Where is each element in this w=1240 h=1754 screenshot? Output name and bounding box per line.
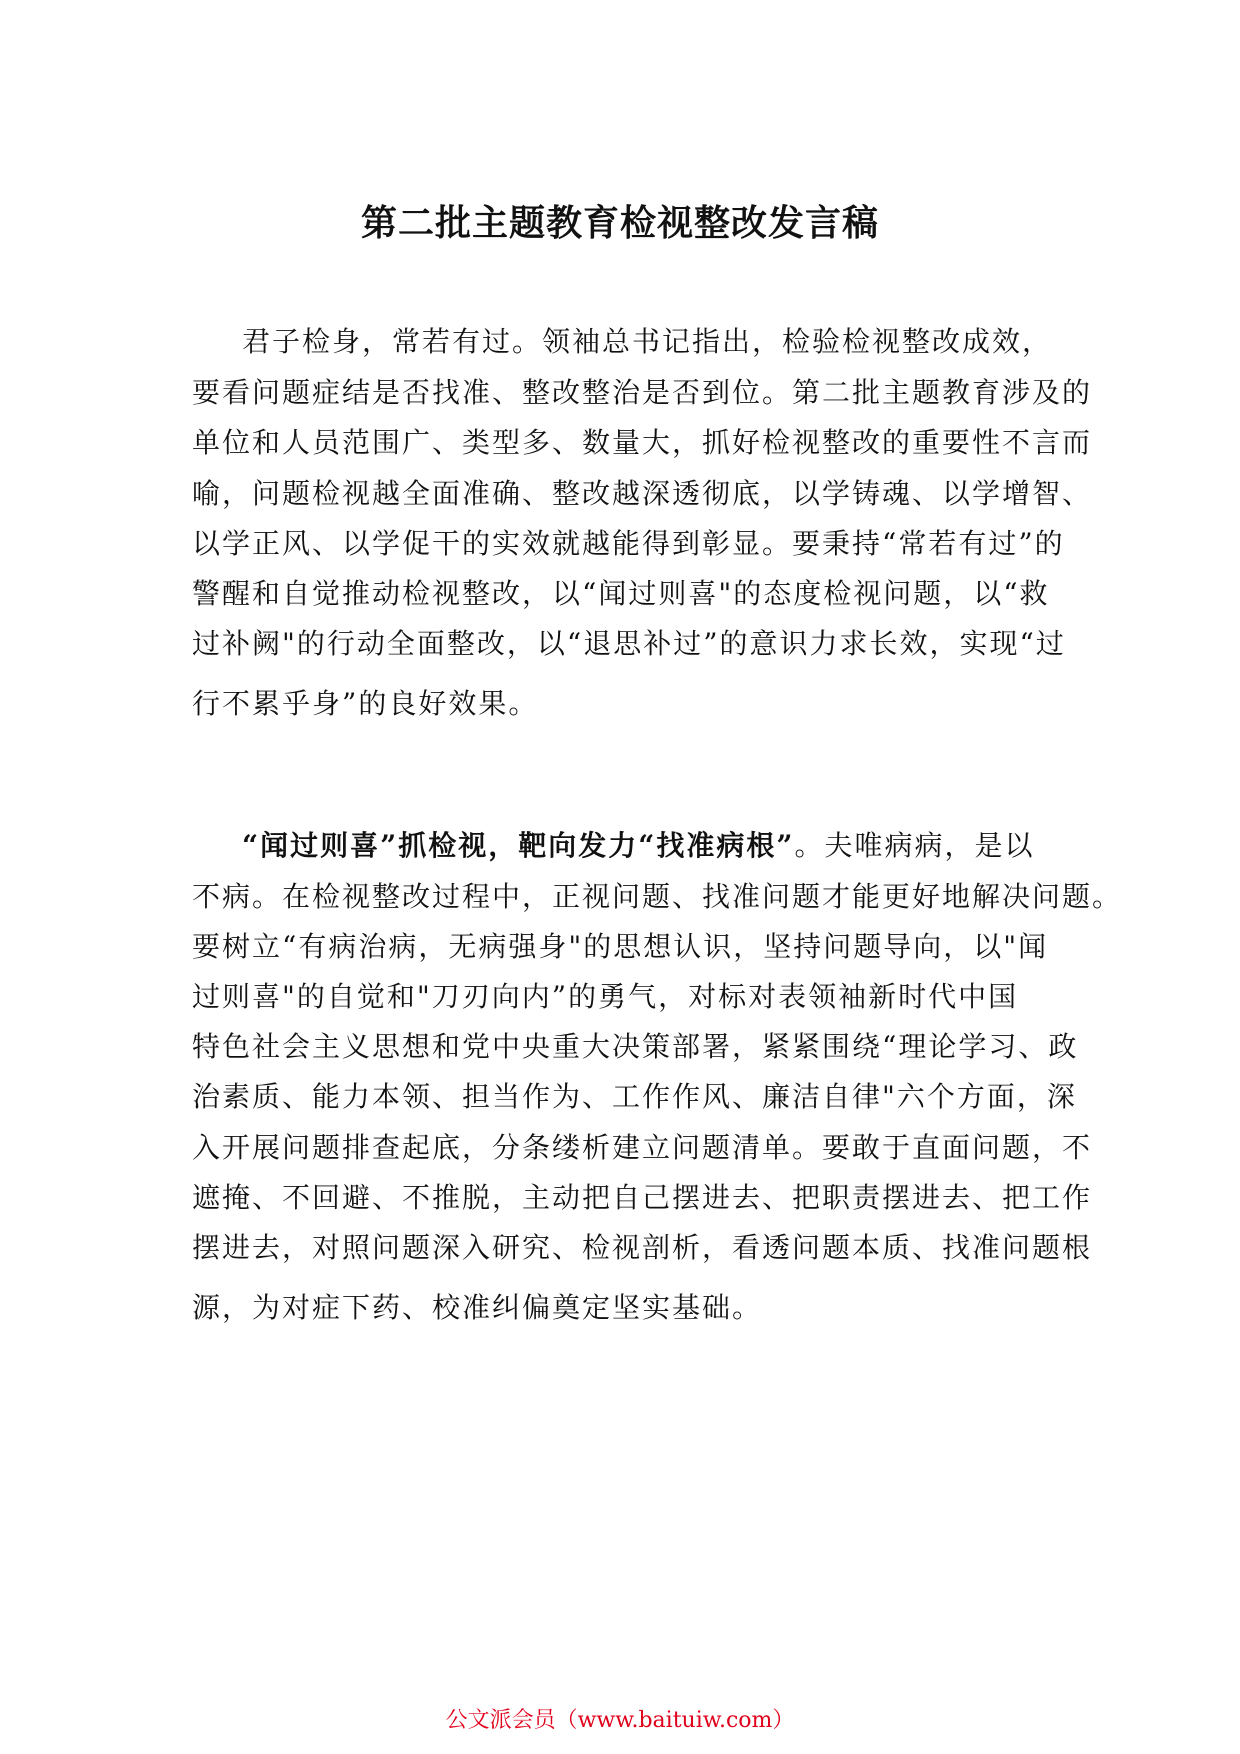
paragraph-line: 要树立“有病治病，无病强身"的思想认识，坚持问题导向，以"闻 bbox=[192, 930, 1049, 963]
paragraph-line: 过补阙"的行动全面整改，以“退思补过”的意识力求长效，实现“过 bbox=[192, 627, 1066, 660]
paragraph-line bbox=[242, 826, 1072, 866]
paragraph-line: 入开展问题排查起底，分条缕析建立问题清单。要敢于直面问题，不 bbox=[192, 1131, 1093, 1164]
paragraph-line: 喻，问题检视越全面准确、整改越深透彻底，以学铸魂、以学增智、 bbox=[192, 477, 1093, 510]
paragraph-line: 行不累乎身”的良好效果。 bbox=[192, 687, 539, 720]
footer-watermark-link[interactable]: 公文派会员（www.baituiw.com） bbox=[445, 1708, 795, 1733]
paragraph-line: 特色社会主义思想和党中央重大决策部署，紧紧围绕“理论学习、政 bbox=[192, 1030, 1079, 1063]
paragraph-line: 要看问题症结是否找准、整改整治是否到位。第二批主题教育涉及的 bbox=[192, 376, 1093, 409]
paragraph-line: 警醒和自觉推动检视整改，以“闻过则喜"的态度检视问题，以“救 bbox=[192, 577, 1050, 610]
paragraph-line: 过则喜"的自觉和"刀刃向内”的勇气，对标对表领袖新时代中国 bbox=[192, 980, 1019, 1013]
paragraph-line: 源，为对症下药、校准纠偏奠定坚实基础。 bbox=[192, 1291, 763, 1324]
document-title: 第二批主题教育检视整改发言稿 bbox=[360, 203, 879, 244]
paragraph-line: 以学正风、以学促干的实效就越能得到彰显。要秉持“常若有过”的 bbox=[192, 527, 1065, 560]
paragraph-line: 单位和人员范围广、类型多、数量大，抓好检视整改的重要性不言而 bbox=[192, 426, 1093, 459]
paragraph-line: 治素质、能力本领、担当作为、工作作风、廉洁自律"六个方面，深 bbox=[192, 1080, 1077, 1113]
paragraph-line: 君子检身，常若有过。领袖总书记指出，检验检视整改成效， bbox=[242, 325, 1053, 358]
paragraph-line: 遮掩、不回避、不推脱，主动把自己摆进去、把职责摆进去、把工作 bbox=[192, 1181, 1093, 1214]
paragraph-line: 摆进去，对照问题深入研究、检视剖析，看透问题本质、找准问题根 bbox=[192, 1231, 1093, 1264]
paragraph-line: 不病。在检视整改过程中，正视问题、找准问题才能更好地解决问题。 bbox=[192, 880, 1123, 913]
section-heading: “闻过则喜”抓检视，靶向发力“找准病根” bbox=[242, 829, 795, 862]
heading-line-rest: 。夫唯病病，是以 bbox=[794, 829, 1035, 862]
